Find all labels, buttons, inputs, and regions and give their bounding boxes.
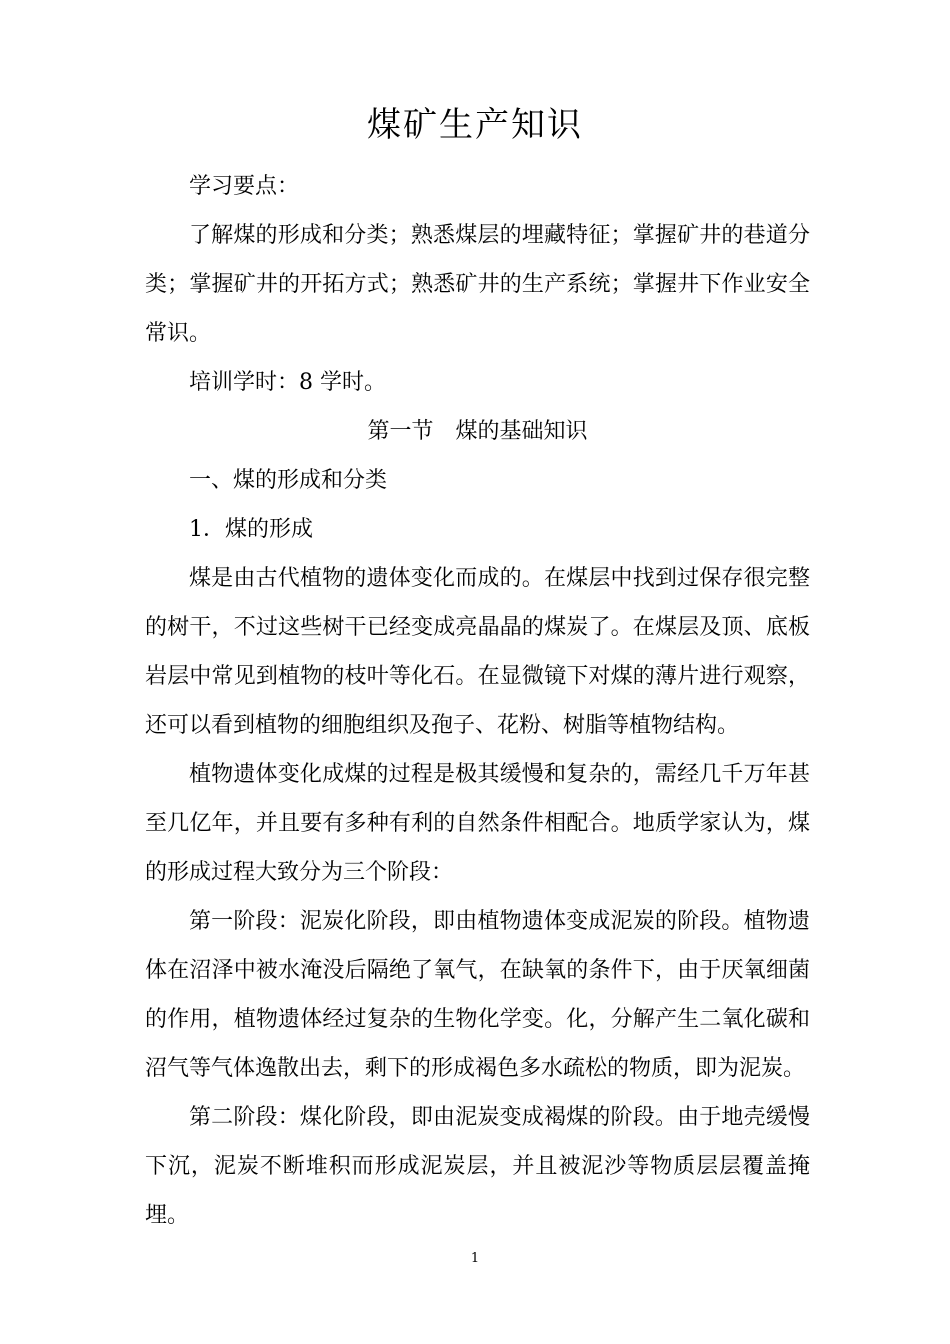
paragraph: 第二阶段：煤化阶段，即由泥炭变成褐煤的阶段。由于地壳缓慢下沉，泥炭不断堆积而形成泥炭层，并且被泥沙等物质层层覆盖掩埋。 xyxy=(145,1105,810,1228)
topic-heading: 1．煤的形成 xyxy=(189,517,313,542)
paragraph: 第一阶段：泥炭化阶段，即由植物遗体变成泥炭的阶段。植物遗体在沼泽中被水淹没后隔绝了氧气，在缺氧的条件下，由于厌氧细菌的作用，植物遗体经过复杂的生物化学变。化，分解产生二氧化碳和沼气等气体逸散出去，剩下的形成褐色多水疏松的物质，即为泥炭。 xyxy=(145,909,810,1081)
page-number: 1 xyxy=(470,1251,480,1266)
paragraph: 煤是由古代植物的遗体变化而成的。在煤层中找到过保存很完整的树干，不过这些树干已经变成亮晶晶的煤炭了。在煤层及顶、底板岩层中常见到植物的枝叶等化石。在显微镜下对煤的薄片进行观察，还可以看到植物的细胞组织及孢子、花粉、树脂等植物结构。 xyxy=(145,566,810,738)
subsection-heading: 一、煤的形成和分类 xyxy=(189,468,388,493)
document-body xyxy=(145,162,810,1240)
study-points-heading: 学习要点： xyxy=(189,174,300,199)
study-points-text: 了解煤的形成和分类；熟悉煤层的埋藏特征；掌握矿井的巷道分类；掌握矿井的开拓方式；熟悉矿井的生产系统；掌握井下作业安全常识。 xyxy=(145,223,810,346)
section-heading: 第一节 煤的基础知识 xyxy=(367,419,588,444)
document-title: 煤矿生产知识 xyxy=(367,105,583,145)
paragraph: 植物遗体变化成煤的过程是极其缓慢和复杂的，需经几千万年甚至几亿年，并且要有多种有利的自然条件相配合。地质学家认为，煤的形成过程大致分为三个阶段： xyxy=(145,762,810,885)
training-hours: 培训学时：8 学时。 xyxy=(189,370,386,395)
